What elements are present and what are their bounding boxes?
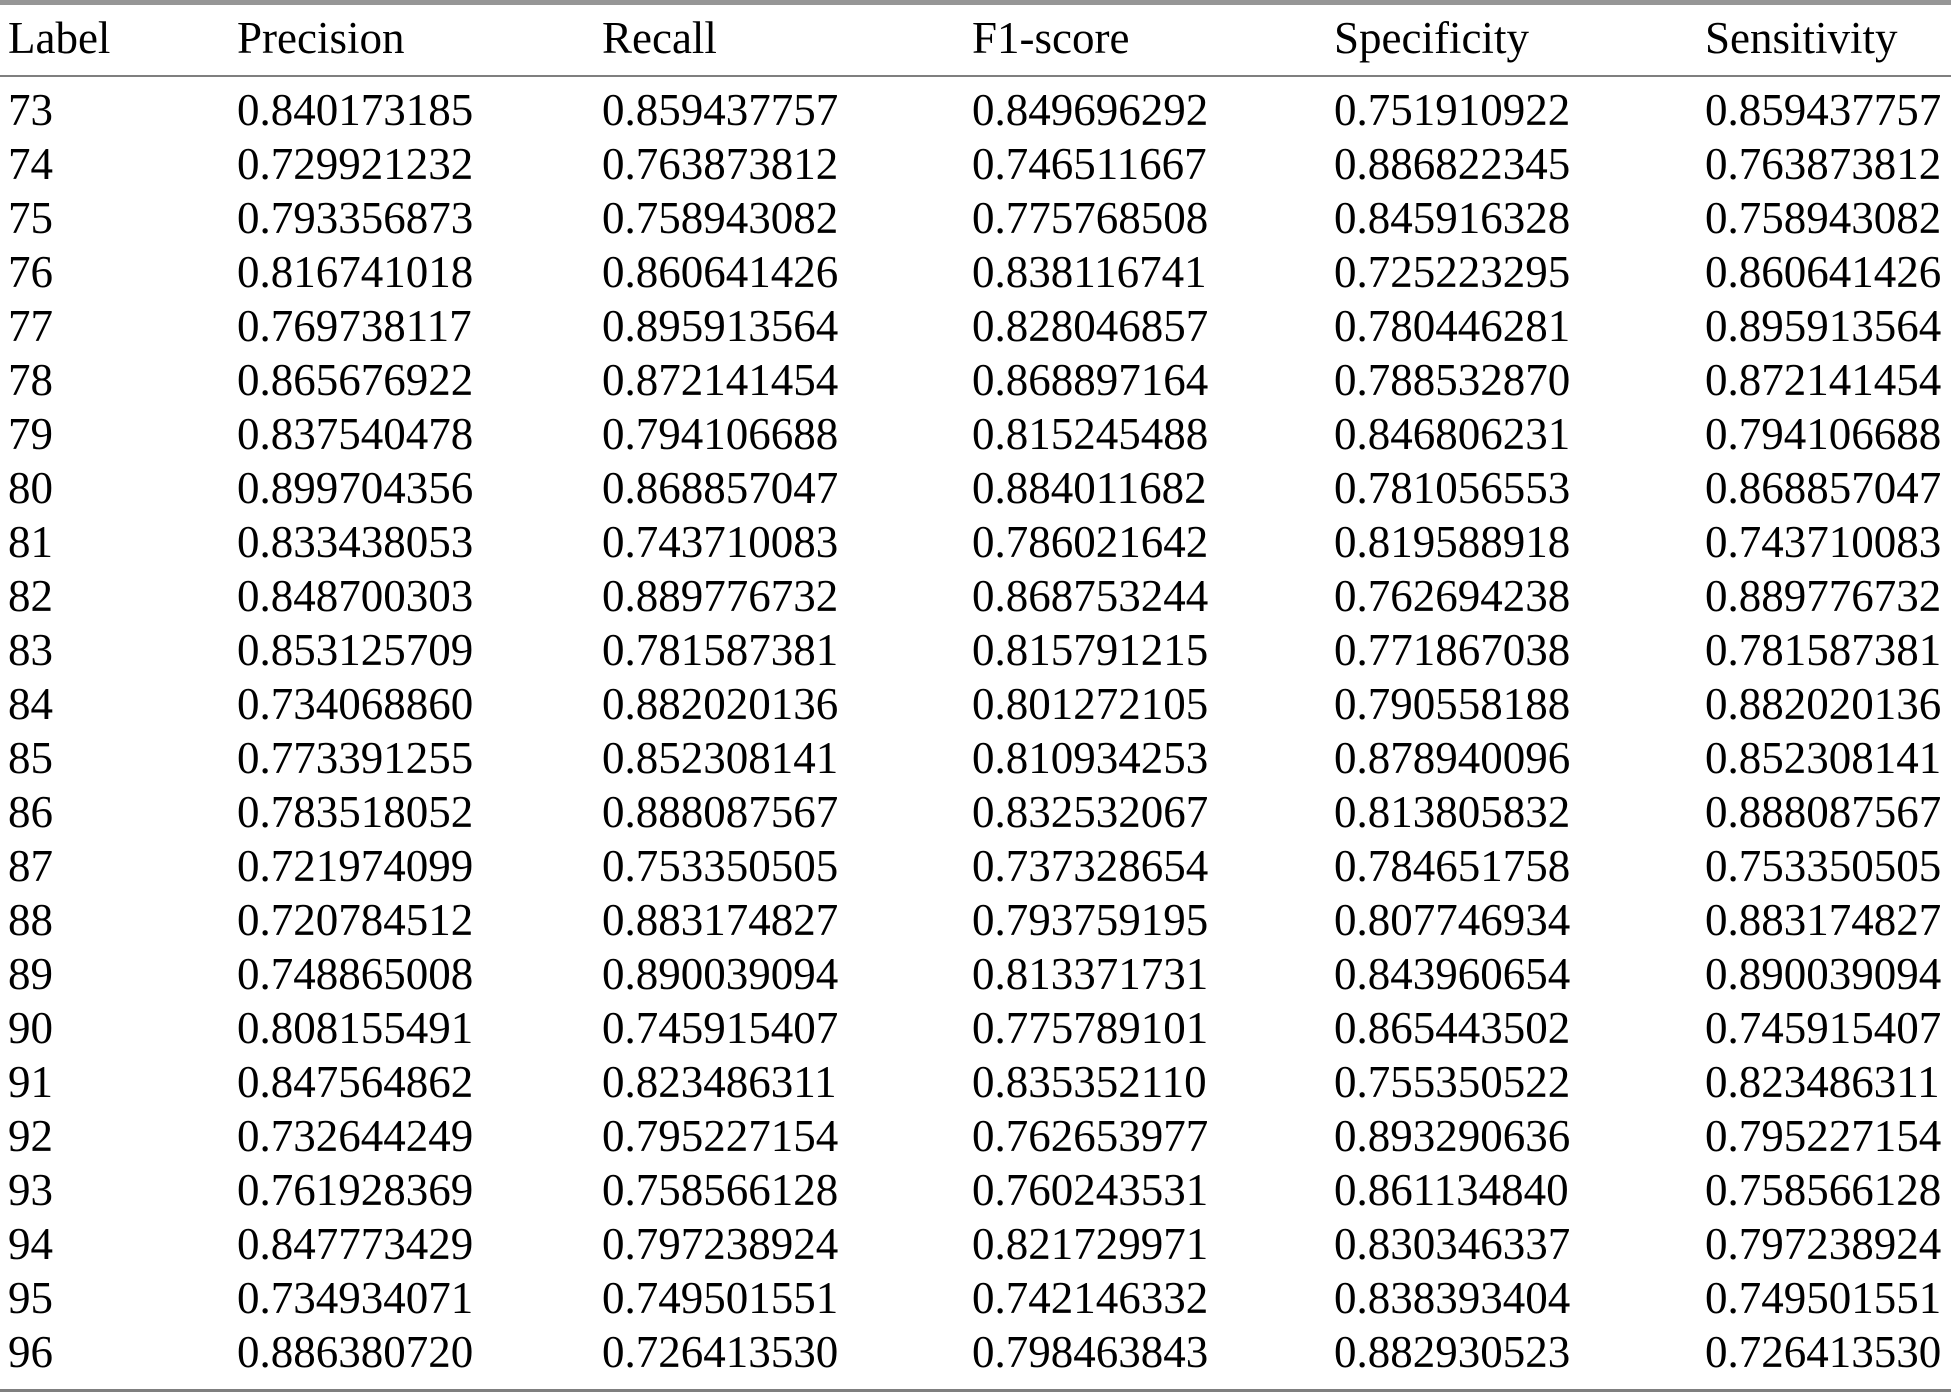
value-cell: 0.798463843 [972, 1327, 1209, 1377]
value-cell: 0.832532067 [972, 787, 1209, 837]
value-cell: 0.830346337 [1334, 1219, 1571, 1269]
value-cell: 0.847773429 [237, 1219, 474, 1269]
label-cell: 73 [8, 85, 53, 135]
label-cell: 80 [8, 463, 53, 513]
label-cell: 77 [8, 301, 53, 351]
value-cell: 0.859437757 [1705, 85, 1942, 135]
value-cell: 0.734068860 [237, 679, 474, 729]
label-cell: 84 [8, 679, 53, 729]
value-cell: 0.732644249 [237, 1111, 474, 1161]
value-cell: 0.793356873 [237, 193, 474, 243]
value-cell: 0.840173185 [237, 85, 474, 135]
value-cell: 0.762694238 [1334, 571, 1571, 621]
value-cell: 0.893290636 [1334, 1111, 1571, 1161]
value-cell: 0.816741018 [237, 247, 474, 297]
value-cell: 0.821729971 [972, 1219, 1209, 1269]
table-row [0, 461, 1951, 515]
label-cell: 79 [8, 409, 53, 459]
value-cell: 0.852308141 [602, 733, 839, 783]
table-row [0, 515, 1951, 569]
label-cell: 91 [8, 1057, 53, 1107]
value-cell: 0.794106688 [602, 409, 839, 459]
value-cell: 0.890039094 [602, 949, 839, 999]
label-cell: 85 [8, 733, 53, 783]
value-cell: 0.882020136 [1705, 679, 1942, 729]
label-cell: 82 [8, 571, 53, 621]
table-row [0, 1109, 1951, 1163]
value-cell: 0.745915407 [1705, 1003, 1942, 1053]
value-cell: 0.868753244 [972, 571, 1209, 621]
table-row [0, 839, 1951, 893]
value-cell: 0.762653977 [972, 1111, 1209, 1161]
value-cell: 0.786021642 [972, 517, 1209, 567]
value-cell: 0.853125709 [237, 625, 474, 675]
label-cell: 92 [8, 1111, 53, 1161]
value-cell: 0.845916328 [1334, 193, 1571, 243]
value-cell: 0.781056553 [1334, 463, 1571, 513]
label-cell: 74 [8, 139, 53, 189]
table-row [0, 245, 1951, 299]
value-cell: 0.888087567 [1705, 787, 1942, 837]
value-cell: 0.781587381 [1705, 625, 1942, 675]
value-cell: 0.771867038 [1334, 625, 1571, 675]
label-cell: 93 [8, 1165, 53, 1215]
value-cell: 0.838393404 [1334, 1273, 1571, 1323]
value-cell: 0.886380720 [237, 1327, 474, 1377]
value-cell: 0.737328654 [972, 841, 1209, 891]
table-row [0, 677, 1951, 731]
value-cell: 0.815245488 [972, 409, 1209, 459]
table-row [0, 893, 1951, 947]
value-cell: 0.810934253 [972, 733, 1209, 783]
value-cell: 0.780446281 [1334, 301, 1571, 351]
value-cell: 0.797238924 [1705, 1219, 1942, 1269]
table-row [0, 76, 1951, 137]
value-cell: 0.883174827 [1705, 895, 1942, 945]
value-cell: 0.784651758 [1334, 841, 1571, 891]
value-cell: 0.888087567 [602, 787, 839, 837]
column-header-precision: Precision [237, 3, 602, 77]
value-cell: 0.837540478 [237, 409, 474, 459]
value-cell: 0.758943082 [1705, 193, 1942, 243]
table-row [0, 137, 1951, 191]
value-cell: 0.725223295 [1334, 247, 1571, 297]
value-cell: 0.847564862 [237, 1057, 474, 1107]
column-header-specificity: Specificity [1334, 3, 1705, 77]
value-cell: 0.833438053 [237, 517, 474, 567]
value-cell: 0.865443502 [1334, 1003, 1571, 1053]
value-cell: 0.763873812 [1705, 139, 1942, 189]
column-header-sensitivity: Sensitivity [1705, 3, 1951, 77]
table-row [0, 785, 1951, 839]
table-body [0, 76, 1951, 1391]
value-cell: 0.753350505 [602, 841, 839, 891]
value-cell: 0.797238924 [602, 1219, 839, 1269]
column-header-f1-score: F1-score [972, 3, 1334, 77]
table-row [0, 569, 1951, 623]
table-row [0, 1271, 1951, 1325]
value-cell: 0.872141454 [1705, 355, 1942, 405]
value-cell: 0.773391255 [237, 733, 474, 783]
label-cell: 88 [8, 895, 53, 945]
value-cell: 0.721974099 [237, 841, 474, 891]
value-cell: 0.795227154 [1705, 1111, 1942, 1161]
label-cell: 83 [8, 625, 53, 675]
value-cell: 0.815791215 [972, 625, 1209, 675]
table-row [0, 407, 1951, 461]
value-cell: 0.819588918 [1334, 517, 1571, 567]
value-cell: 0.758943082 [602, 193, 839, 243]
value-cell: 0.755350522 [1334, 1057, 1571, 1107]
value-cell: 0.734934071 [237, 1273, 474, 1323]
value-cell: 0.781587381 [602, 625, 839, 675]
table-row [0, 1325, 1951, 1391]
value-cell: 0.895913564 [1705, 301, 1942, 351]
value-cell: 0.794106688 [1705, 409, 1942, 459]
value-cell: 0.758566128 [602, 1165, 839, 1215]
value-cell: 0.801272105 [972, 679, 1209, 729]
value-cell: 0.865676922 [237, 355, 474, 405]
value-cell: 0.743710083 [602, 517, 839, 567]
value-cell: 0.868857047 [602, 463, 839, 513]
table-row [0, 1163, 1951, 1217]
value-cell: 0.889776732 [1705, 571, 1942, 621]
value-cell: 0.761928369 [237, 1165, 474, 1215]
value-cell: 0.899704356 [237, 463, 474, 513]
value-cell: 0.868897164 [972, 355, 1209, 405]
value-cell: 0.720784512 [237, 895, 474, 945]
value-cell: 0.795227154 [602, 1111, 839, 1161]
value-cell: 0.749501551 [602, 1273, 839, 1323]
table-row [0, 191, 1951, 245]
value-cell: 0.848700303 [237, 571, 474, 621]
value-cell: 0.852308141 [1705, 733, 1942, 783]
value-cell: 0.742146332 [972, 1273, 1209, 1323]
value-cell: 0.828046857 [972, 301, 1209, 351]
value-cell: 0.769738117 [237, 301, 472, 351]
value-cell: 0.726413530 [1705, 1327, 1942, 1377]
value-cell: 0.860641426 [602, 247, 839, 297]
label-cell: 87 [8, 841, 53, 891]
table-row [0, 1055, 1951, 1109]
value-cell: 0.807746934 [1334, 895, 1571, 945]
value-cell: 0.823486311 [1705, 1057, 1940, 1107]
value-cell: 0.788532870 [1334, 355, 1571, 405]
value-cell: 0.843960654 [1334, 949, 1571, 999]
value-cell: 0.868857047 [1705, 463, 1942, 513]
value-cell: 0.872141454 [602, 355, 839, 405]
table-row [0, 1001, 1951, 1055]
table-row [0, 947, 1951, 1001]
label-cell: 94 [8, 1219, 53, 1269]
value-cell: 0.790558188 [1334, 679, 1571, 729]
value-cell: 0.745915407 [602, 1003, 839, 1053]
value-cell: 0.758566128 [1705, 1165, 1942, 1215]
value-cell: 0.783518052 [237, 787, 474, 837]
value-cell: 0.882020136 [602, 679, 839, 729]
value-cell: 0.838116741 [972, 247, 1207, 297]
label-cell: 86 [8, 787, 53, 837]
value-cell: 0.775789101 [972, 1003, 1209, 1053]
table-row [0, 731, 1951, 785]
value-cell: 0.763873812 [602, 139, 839, 189]
value-cell: 0.749501551 [1705, 1273, 1942, 1323]
value-cell: 0.890039094 [1705, 949, 1942, 999]
value-cell: 0.813805832 [1334, 787, 1571, 837]
value-cell: 0.813371731 [972, 949, 1209, 999]
value-cell: 0.743710083 [1705, 517, 1942, 567]
label-cell: 96 [8, 1327, 53, 1377]
value-cell: 0.748865008 [237, 949, 474, 999]
value-cell: 0.883174827 [602, 895, 839, 945]
label-cell: 76 [8, 247, 53, 297]
value-cell: 0.793759195 [972, 895, 1209, 945]
value-cell: 0.808155491 [237, 1003, 474, 1053]
label-cell: 81 [8, 517, 53, 567]
value-cell: 0.859437757 [602, 85, 839, 135]
column-header-label: Label [0, 3, 237, 77]
value-cell: 0.753350505 [1705, 841, 1942, 891]
table-row [0, 1217, 1951, 1271]
value-cell: 0.882930523 [1334, 1327, 1571, 1377]
table-row [0, 353, 1951, 407]
label-cell: 95 [8, 1273, 53, 1323]
label-cell: 75 [8, 193, 53, 243]
value-cell: 0.878940096 [1334, 733, 1571, 783]
label-cell: 89 [8, 949, 53, 999]
value-cell: 0.889776732 [602, 571, 839, 621]
value-cell: 0.886822345 [1334, 139, 1571, 189]
label-cell: 90 [8, 1003, 53, 1053]
value-cell: 0.846806231 [1334, 409, 1571, 459]
header-row [0, 3, 1951, 77]
value-cell: 0.729921232 [237, 139, 474, 189]
label-cell: 78 [8, 355, 53, 405]
value-cell: 0.861134840 [1334, 1165, 1569, 1215]
value-cell: 0.895913564 [602, 301, 839, 351]
table-row [0, 623, 1951, 677]
value-cell: 0.775768508 [972, 193, 1209, 243]
value-cell: 0.746511667 [972, 139, 1207, 189]
column-header-recall: Recall [602, 3, 972, 77]
value-cell: 0.835352110 [972, 1057, 1207, 1107]
table-row [0, 299, 1951, 353]
value-cell: 0.726413530 [602, 1327, 839, 1377]
value-cell: 0.823486311 [602, 1057, 837, 1107]
value-cell: 0.860641426 [1705, 247, 1942, 297]
value-cell: 0.760243531 [972, 1165, 1209, 1215]
value-cell: 0.884011682 [972, 463, 1207, 513]
value-cell: 0.751910922 [1334, 85, 1571, 135]
value-cell: 0.849696292 [972, 85, 1209, 135]
